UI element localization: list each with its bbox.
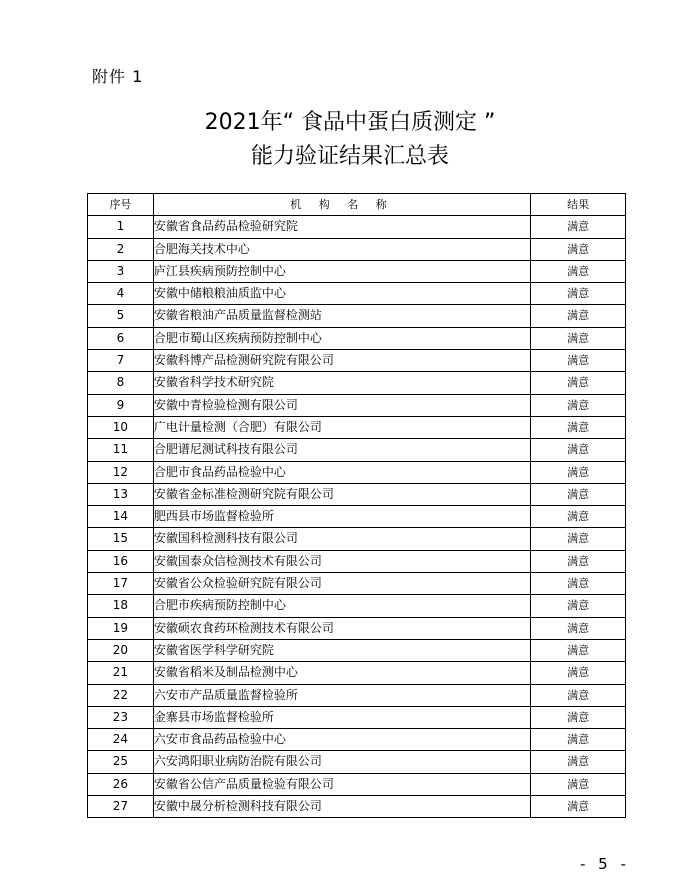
row-serial-number: 24	[88, 729, 154, 751]
table-row	[88, 639, 626, 661]
table-header-row	[88, 194, 626, 216]
row-serial-number: 1	[88, 216, 154, 238]
table-row	[88, 773, 626, 795]
row-institution-name: 合肥谱尼测试科技有限公司	[153, 439, 530, 461]
row-serial-number: 14	[88, 506, 154, 528]
row-serial-number: 4	[88, 283, 154, 305]
header-serial-number: 序号	[88, 194, 154, 216]
table-row	[88, 662, 626, 684]
table-row	[88, 350, 626, 372]
row-result: 满意	[531, 773, 626, 795]
row-serial-number: 3	[88, 260, 154, 282]
page-number: - 5 -	[580, 855, 630, 873]
table-row	[88, 483, 626, 505]
row-result: 满意	[531, 751, 626, 773]
row-result: 满意	[531, 372, 626, 394]
row-serial-number: 18	[88, 595, 154, 617]
table-row	[88, 617, 626, 639]
row-institution-name: 金寨县市场监督检验所	[153, 706, 530, 728]
row-institution-name: 安徽省公众检验研究院有限公司	[153, 573, 530, 595]
table-row	[88, 550, 626, 572]
row-institution-name: 安徽国泰众信检测技术有限公司	[153, 550, 530, 572]
row-result: 满意	[531, 394, 626, 416]
header-institution-name: 机 构 名 称	[153, 194, 530, 216]
row-institution-name: 安徽省医学科学研究院	[153, 639, 530, 661]
table-row	[88, 595, 626, 617]
row-institution-name: 合肥海关技术中心	[153, 238, 530, 260]
row-result: 满意	[531, 550, 626, 572]
table-row	[88, 751, 626, 773]
row-result: 满意	[531, 796, 626, 818]
attachment-label: 附件 1	[92, 67, 144, 86]
table-row	[88, 216, 626, 238]
row-institution-name: 肥西县市场监督检验所	[153, 506, 530, 528]
row-institution-name: 合肥市蜀山区疾病预防控制中心	[153, 327, 530, 349]
table-row	[88, 372, 626, 394]
row-institution-name: 安徽国科检测科技有限公司	[153, 528, 530, 550]
table-row	[88, 305, 626, 327]
table-row	[88, 684, 626, 706]
table-row	[88, 439, 626, 461]
row-institution-name: 安徽中晟分析检测科技有限公司	[153, 796, 530, 818]
row-result: 满意	[531, 461, 626, 483]
row-serial-number: 22	[88, 684, 154, 706]
row-result: 满意	[531, 639, 626, 661]
row-result: 满意	[531, 283, 626, 305]
row-result: 满意	[531, 327, 626, 349]
table-row	[88, 706, 626, 728]
row-result: 满意	[531, 573, 626, 595]
row-institution-name: 广电计量检测（合肥）有限公司	[153, 416, 530, 438]
row-serial-number: 16	[88, 550, 154, 572]
row-result: 满意	[531, 617, 626, 639]
table-row	[88, 506, 626, 528]
table-row	[88, 327, 626, 349]
document-title-line2: 能力验证结果汇总表	[250, 144, 449, 169]
table-row	[88, 394, 626, 416]
row-result: 满意	[531, 483, 626, 505]
table-row	[88, 729, 626, 751]
row-serial-number: 10	[88, 416, 154, 438]
row-result: 满意	[531, 238, 626, 260]
row-serial-number: 26	[88, 773, 154, 795]
table-row	[88, 416, 626, 438]
row-result: 满意	[531, 595, 626, 617]
row-institution-name: 安徽省粮油产品质量监督检测站	[153, 305, 530, 327]
row-institution-name: 合肥市疾病预防控制中心	[153, 595, 530, 617]
table-row	[88, 283, 626, 305]
row-result: 满意	[531, 684, 626, 706]
row-result: 满意	[531, 350, 626, 372]
table-row	[88, 238, 626, 260]
row-institution-name: 庐江县疾病预防控制中心	[153, 260, 530, 282]
row-serial-number: 5	[88, 305, 154, 327]
row-result: 满意	[531, 439, 626, 461]
row-serial-number: 20	[88, 639, 154, 661]
table-row	[88, 260, 626, 282]
header-result: 结果	[531, 194, 626, 216]
row-result: 满意	[531, 662, 626, 684]
row-serial-number: 17	[88, 573, 154, 595]
row-institution-name: 安徽省科学技术研究院	[153, 372, 530, 394]
results-table	[87, 193, 626, 818]
row-institution-name: 安徽省金标准检测研究院有限公司	[153, 483, 530, 505]
row-serial-number: 11	[88, 439, 154, 461]
row-serial-number: 21	[88, 662, 154, 684]
row-serial-number: 12	[88, 461, 154, 483]
table-row	[88, 528, 626, 550]
row-result: 满意	[531, 216, 626, 238]
row-serial-number: 15	[88, 528, 154, 550]
table-row	[88, 461, 626, 483]
row-result: 满意	[531, 260, 626, 282]
row-serial-number: 27	[88, 796, 154, 818]
row-serial-number: 8	[88, 372, 154, 394]
row-serial-number: 2	[88, 238, 154, 260]
row-institution-name: 安徽科博产品检测研究院有限公司	[153, 350, 530, 372]
row-result: 满意	[531, 729, 626, 751]
row-institution-name: 合肥市食品药品检验中心	[153, 461, 530, 483]
row-institution-name: 安徽省公信产品质量检验有限公司	[153, 773, 530, 795]
document-title-line1: 2021年“ 食品中蛋白质测定 ”	[204, 110, 496, 135]
row-institution-name: 安徽省稻米及制品检测中心	[153, 662, 530, 684]
row-institution-name: 安徽省食品药品检验研究院	[153, 216, 530, 238]
row-serial-number: 6	[88, 327, 154, 349]
row-institution-name: 六安市产品质量监督检验所	[153, 684, 530, 706]
row-serial-number: 23	[88, 706, 154, 728]
row-serial-number: 9	[88, 394, 154, 416]
row-serial-number: 7	[88, 350, 154, 372]
row-result: 满意	[531, 305, 626, 327]
row-institution-name: 六安鸿阳职业病防治院有限公司	[153, 751, 530, 773]
row-result: 满意	[531, 528, 626, 550]
table-row	[88, 796, 626, 818]
row-institution-name: 安徽硕农食药环检测技术有限公司	[153, 617, 530, 639]
row-serial-number: 25	[88, 751, 154, 773]
row-institution-name: 安徽中青检验检测有限公司	[153, 394, 530, 416]
row-result: 满意	[531, 416, 626, 438]
row-result: 满意	[531, 506, 626, 528]
row-serial-number: 19	[88, 617, 154, 639]
table-row	[88, 573, 626, 595]
row-result: 满意	[531, 706, 626, 728]
row-serial-number: 13	[88, 483, 154, 505]
row-institution-name: 六安市食品药品检验中心	[153, 729, 530, 751]
row-institution-name: 安徽中储粮粮油质监中心	[153, 283, 530, 305]
